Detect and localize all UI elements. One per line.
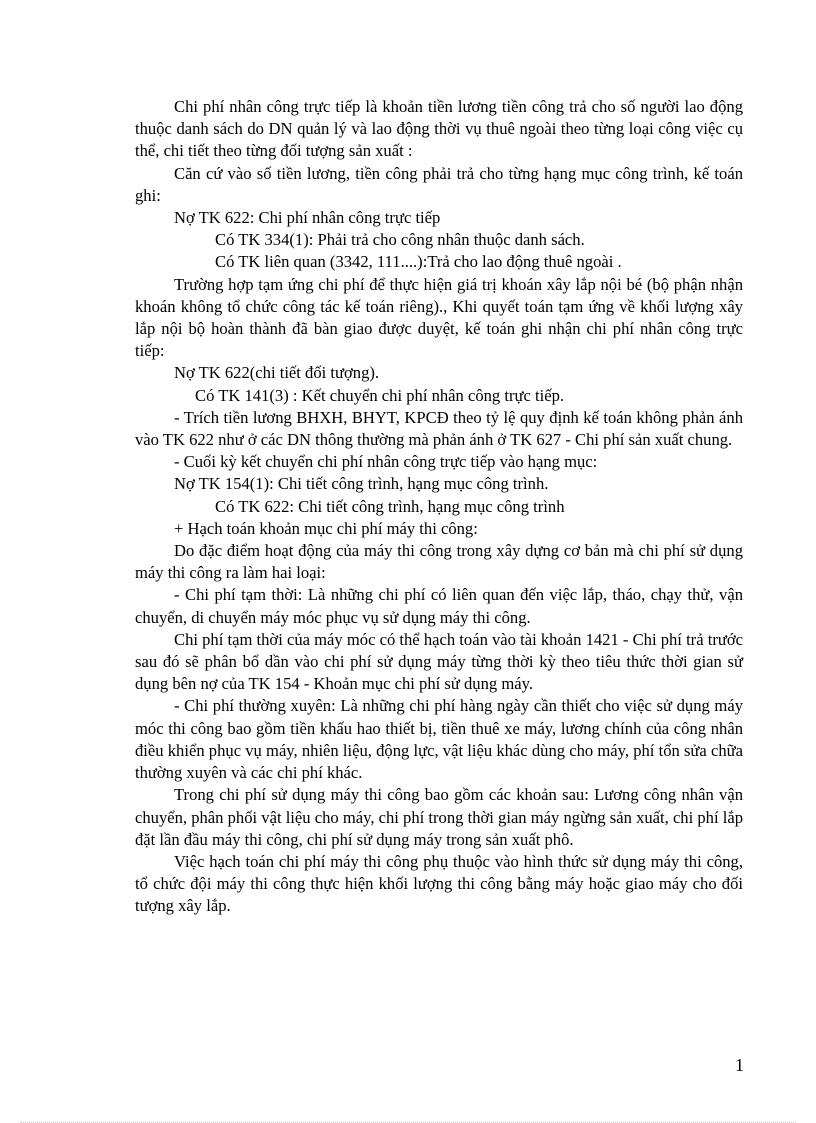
entry-credit-related-accounts: Có TK liên quan (3342, 111....):Trả cho lao động thuê ngoài . [215, 252, 622, 272]
page-number: 1 [735, 1055, 744, 1075]
paragraph-machine-cost-items: Trong chi phí sử dụng máy thi công bao gồm các khoản sau: Lương công nhân vận chuyển, phân phối vật liệu cho máy, chi phí trong thời gian máy ngừng sản xuất, chi phí lắp đặt lần đầu máy thi công, chi phí sử dụng máy trong sản xuất phô. [135, 785, 743, 849]
paragraph-social-insurance: - Trích tiền lương BHXH, BHYT, KPCĐ theo tỷ lệ quy định kế toán không phản ánh vào TK 622 như ở các DN thông thường mà phản ánh ở TK 627 - Chi phí sản xuất chung. [135, 407, 743, 450]
entry-credit-tk334: Có TK 334(1): Phải trả cho công nhân thuộc danh sách. [215, 230, 585, 250]
paragraph-temporary-cost: - Chi phí tạm thời: Là những chi phí có liên quan đến việc lắp, tháo, chạy thử, vận chuyển, di chuyển máy móc phục vụ sử dụng máy thi công. [135, 585, 743, 627]
paragraph-direct-labor-definition: Chi phí nhân công trực tiếp là khoản tiền lương tiền công trả cho số người lao động thuộc danh sách do DN quản lý và lao động thời vụ thuê ngoài theo từng loại công việc cụ thể, chi tiết theo từng đối tượng sản xuất : [135, 97, 743, 161]
paragraph-regular-cost: - Chi phí thường xuyên: Là những chi phí hàng ngày cần thiết cho việc sử dụng máy móc thi công bao gồm tiền khấu hao thiết bị, tiền thuê xe máy, lương chính của công nhân điều khiển phục vụ máy, nhiên liệu, động lực, vật liệu khác dùng cho máy, phí tổn sửa chữa thường xuyên và các chi phí khác. [135, 696, 743, 783]
entry-credit-tk141: Có TK 141(3) : Kết chuyển chi phí nhân công trực tiếp. [195, 385, 565, 405]
entry-credit-tk622: Có TK 622: Chi tiết công trình, hạng mục công trình [215, 496, 565, 516]
paragraph-period-end-transfer: - Cuối kỳ kết chuyển chi phí nhân công trực tiếp vào hạng mục: [174, 452, 598, 472]
paragraph-advance-case: Trường hợp tạm ứng chi phí để thực hiện giá trị khoán xây lắp nội bé (bộ phận nhận khoán không tổ chức công tác kế toán riêng)., Khi quyết toán tạm ứng về khối lượng xây lắp nội bộ hoàn thành đã bàn giao được duyệt, kế toán ghi nhận chi phí nhân công trực tiếp: [135, 274, 743, 361]
entry-debit-tk154: Nợ TK 154(1): Chi tiết công trình, hạng mục công trình. [174, 474, 549, 494]
body-text [135, 96, 743, 918]
entry-debit-tk622: Nợ TK 622: Chi phí nhân công trực tiếp [174, 208, 441, 228]
paragraph-basis-for-recording: Căn cứ vào số tiền lương, tiền công phải trả cho từng hạng mục công trình, kế toán ghi: [135, 163, 743, 205]
heading-machine-cost: + Hạch toán khoản mục chi phí máy thi công: [174, 518, 478, 538]
paragraph-machine-cost-accounting: Việc hạch toán chi phí máy thi công phụ thuộc vào hình thức sử dụng máy thi công, tổ chức đội máy thi công thực hiện khối lượng thi công bằng máy hoặc giao máy cho đối tượng xây lắp. [135, 851, 743, 916]
paragraph-machine-cost-types: Do đặc điểm hoạt động của máy thi công trong xây dựng cơ bản mà chi phí sử dụng máy thi công ra làm hai loại: [135, 541, 743, 583]
paragraph-temporary-cost-allocation: Chi phí tạm thời của máy móc có thể hạch toán vào tài khoản 1421 - Chi phí trả trước sau đó sẽ phân bổ dần vào chi phí sử dụng máy từng thời kỳ theo tiêu thức thời gian sử dụng bên nợ của TK 154 - Khoản mục chi phí sử dụng máy. [135, 629, 743, 694]
entry-debit-tk622-detail: Nợ TK 622(chi tiết đối tượng). [174, 363, 380, 383]
